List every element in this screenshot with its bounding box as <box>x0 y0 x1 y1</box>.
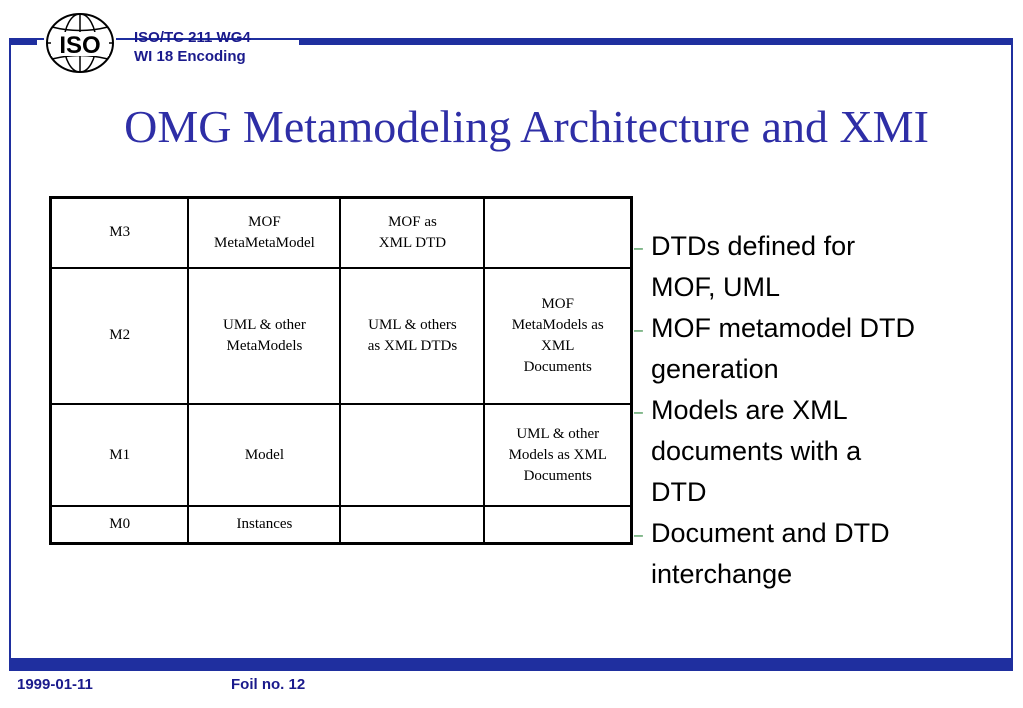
dash-bullet-icon: – <box>634 240 643 257</box>
cell-line: UML & others <box>368 316 457 333</box>
dash-bullet-icon: – <box>634 527 643 544</box>
level-cell: M0 <box>51 506 189 543</box>
header-text <box>134 28 251 66</box>
bullet-list <box>634 226 1004 595</box>
cell-line: Model <box>244 446 285 463</box>
level-cell: M3 <box>51 198 189 268</box>
bullet-line: Models are XML <box>651 395 848 425</box>
cell-line: MetaMetaModel <box>214 234 315 251</box>
header-line-2: WI 18 Encoding <box>134 48 246 65</box>
cell-line: MetaModels <box>226 337 303 354</box>
table-cell <box>188 506 340 543</box>
table-cell <box>340 198 484 268</box>
table-cell <box>484 268 631 404</box>
header-line-1: ISO/TC 211 WG4 <box>134 29 251 46</box>
bullet-line: documents with a <box>651 436 862 466</box>
bullet-item <box>634 390 1004 513</box>
cell-line: XML <box>541 337 575 354</box>
level-cell: M2 <box>51 268 189 404</box>
table-cell <box>188 404 340 507</box>
table-row <box>51 198 632 268</box>
table-cell <box>484 404 631 507</box>
bullet-line: DTD <box>651 477 707 507</box>
iso-logo <box>44 12 116 74</box>
iso-globe-icon <box>44 12 116 74</box>
dash-bullet-icon: – <box>634 404 643 421</box>
table-row <box>51 506 632 543</box>
bullet-item <box>634 308 1004 390</box>
bullet-item <box>634 513 1004 595</box>
metamodel-table <box>49 196 633 545</box>
cell-line: UML & other <box>223 316 306 333</box>
level-cell: M1 <box>51 404 189 507</box>
top-rule-left <box>9 38 37 45</box>
cell-line: Instances <box>236 516 293 533</box>
cell-line: UML & other <box>516 425 600 442</box>
bullet-line: MOF, UML <box>651 272 781 302</box>
footer-foil-number: Foil no. 12 <box>231 676 306 693</box>
cell-line: as XML DTDs <box>367 337 458 354</box>
bullet-line: MOF metamodel DTD <box>651 313 916 343</box>
table-cell <box>340 268 484 404</box>
bullet-line: generation <box>651 354 779 384</box>
table-row <box>51 268 632 404</box>
table-cell <box>484 506 631 543</box>
cell-line: MOF as <box>388 213 437 230</box>
table-row <box>51 404 632 507</box>
table-cell <box>484 198 631 268</box>
bottom-rule <box>9 659 1013 671</box>
logo-text: ISO <box>59 32 101 59</box>
cell-line: XML DTD <box>378 234 447 251</box>
table-cell <box>340 506 484 543</box>
cell-line: Documents <box>523 358 592 375</box>
table-cell <box>340 404 484 507</box>
page-title: OMG Metamodeling Architecture and XMI <box>124 101 929 152</box>
cell-line: MOF <box>541 295 574 312</box>
cell-line: Documents <box>523 467 592 484</box>
bullet-line: DTDs defined for <box>651 231 856 261</box>
table-cell <box>188 268 340 404</box>
table-cell <box>188 198 340 268</box>
bullet-line: interchange <box>651 559 793 589</box>
cell-line: MetaModels as <box>511 316 604 333</box>
footer-date: 1999-01-11 <box>17 676 93 693</box>
cell-line: MOF <box>248 213 281 230</box>
cell-line: Models as XML <box>508 446 607 463</box>
bullet-line: Document and DTD <box>651 518 890 548</box>
dash-bullet-icon: – <box>634 322 643 339</box>
top-rule-right <box>299 38 1013 45</box>
bullet-item <box>634 226 1004 308</box>
